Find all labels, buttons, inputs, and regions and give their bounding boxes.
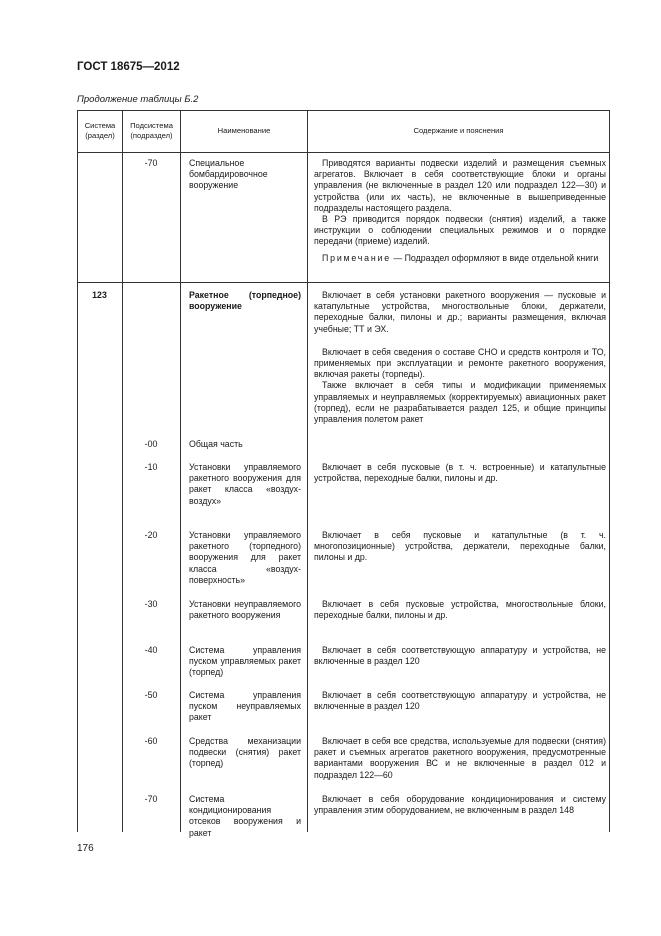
row-name: Система кондиционирования отсеков вооружения и ракет [189, 794, 301, 838]
row-subsystem: -10 [144, 462, 158, 472]
table-caption: Продолжение таблицы Б.2 [77, 94, 199, 105]
content-note [314, 253, 606, 264]
content-paragraph: Включает в себя оборудование кондиционирования и систему управления этим оборудованием, не включенным в раздел 148 [314, 794, 606, 816]
row-content [314, 736, 606, 781]
note-label: Примечание [322, 252, 391, 263]
row-name: Средства механизации подвески (снятия) ракет (торпед) [189, 736, 301, 769]
data-table [77, 110, 610, 838]
table-top-border [77, 110, 610, 111]
document-title: ГОСТ 18675—2012 [77, 61, 180, 73]
note-text: — Подраздел оформляют в виде отдельной книги [390, 252, 599, 263]
header-content: Содержание и пояснения [413, 126, 504, 135]
row-content [314, 462, 606, 484]
row-divider [77, 282, 610, 283]
header-name: Наименование [217, 126, 271, 135]
content-paragraph: Включает в себя установки ракетного вооружения — пусковые и катапультные устройства, многоствольные блоки, держатели, переходные балки, пилоны и др.; варианты размещения, включая учебные; ТТ и ЭХ. [314, 290, 606, 334]
row-subsystem: -70 [144, 158, 158, 168]
content-paragraph: Включает в себя все средства, используемые для подвески (снятия) ракет и съемных агрегатов ракетного вооружения, предусмотренные вариантами вооружения ВС и не включенные в раздел 012 и подраздел 122—60 [314, 736, 606, 780]
row-subsystem: -00 [144, 439, 158, 449]
row-subsystem: -30 [144, 599, 158, 609]
row-content [314, 645, 606, 667]
row-name: Установки неуправляемого ракетного вооружения [189, 599, 301, 621]
content-paragraph: Включает в себя соответствующую аппаратуру и устройства, не включенные в раздел 120 [314, 645, 606, 667]
content-paragraph: Также включает в себя типы и модификации применяемых управляемых и неуправляемых (корректируемых) авиационных ракет (торпед), если не разрабатывается раздел 125, и общие принципы управления полетом ракет [314, 380, 606, 425]
row-subsystem: -20 [144, 530, 158, 540]
header-bottom-border [77, 152, 610, 153]
column-divider [307, 110, 308, 832]
content-paragraph: Включает в себя пусковые (в т. ч. встроенные) и катапультные устройства, переходные балки, пилоны и др. [314, 462, 606, 484]
content-paragraph: В РЭ приводится порядок подвески (снятия) изделий, а также инструкции о соблюдении специальных режимов и о порядке передачи (приеме) изделий. [314, 214, 606, 247]
row-content [314, 690, 606, 712]
header-system: Система (раздел) [84, 121, 116, 140]
row-content [314, 794, 606, 816]
row-name: Ракетное (торпедное) вооружение [189, 290, 301, 312]
row-name: Система управления пуском управляемых ракет (торпед) [189, 645, 301, 678]
column-divider [180, 110, 181, 832]
header-subsystem: Подсистема (подраздел) [130, 121, 173, 140]
content-paragraph: Включает в себя пусковые и катапультные (в т. ч. многопозиционные) устройства, держатели, переходные балки, пилоны и др. [314, 530, 606, 563]
table-right-border [609, 110, 610, 832]
row-content [314, 530, 606, 564]
row-name: Система управления пуском неуправляемых ракет [189, 690, 301, 723]
row-system: 123 [92, 290, 107, 300]
row-content [314, 158, 606, 264]
content-paragraph: Приводятся варианты подвески изделий и размещения съемных агрегатов. Включает в себя соответствующие блоки и органы управления (не включенные в раздел 120 или подраздел 122—30) и устройства (или их часть), не включенные в вышеприведенные подразделы настоящего раздела. [314, 158, 606, 213]
table-left-border [77, 110, 78, 832]
row-name: Общая часть [189, 439, 243, 449]
page-number: 176 [77, 843, 94, 854]
row-content [314, 290, 606, 425]
row-name: Установки управляемого ракетного вооружения для ракет класса «воздух-воздух» [189, 462, 301, 506]
content-paragraph: Включает в себя пусковые устройства, многоствольные блоки, переходные балки, пилоны и др. [314, 599, 606, 621]
row-subsystem: -40 [144, 645, 158, 655]
row-subsystem: -70 [144, 794, 158, 804]
row-subsystem: -50 [144, 690, 158, 700]
content-paragraph: Включает в себя сведения о составе СНО и средств контроля и ТО, применяемых при эксплуатации и ремонте ракетного вооружения, включая ракеты (торпеды). [314, 346, 606, 380]
row-name: Специальное бомбардировочное вооружение [189, 158, 268, 191]
row-name: Установки управляемого ракетного (торпедного) вооружения для ракет класса «воздух-поверхность» [189, 530, 301, 585]
row-subsystem: -60 [144, 736, 158, 746]
row-content [314, 599, 606, 621]
content-paragraph: Включает в себя соответствующую аппаратуру и устройства, не включенные в раздел 120 [314, 690, 606, 712]
